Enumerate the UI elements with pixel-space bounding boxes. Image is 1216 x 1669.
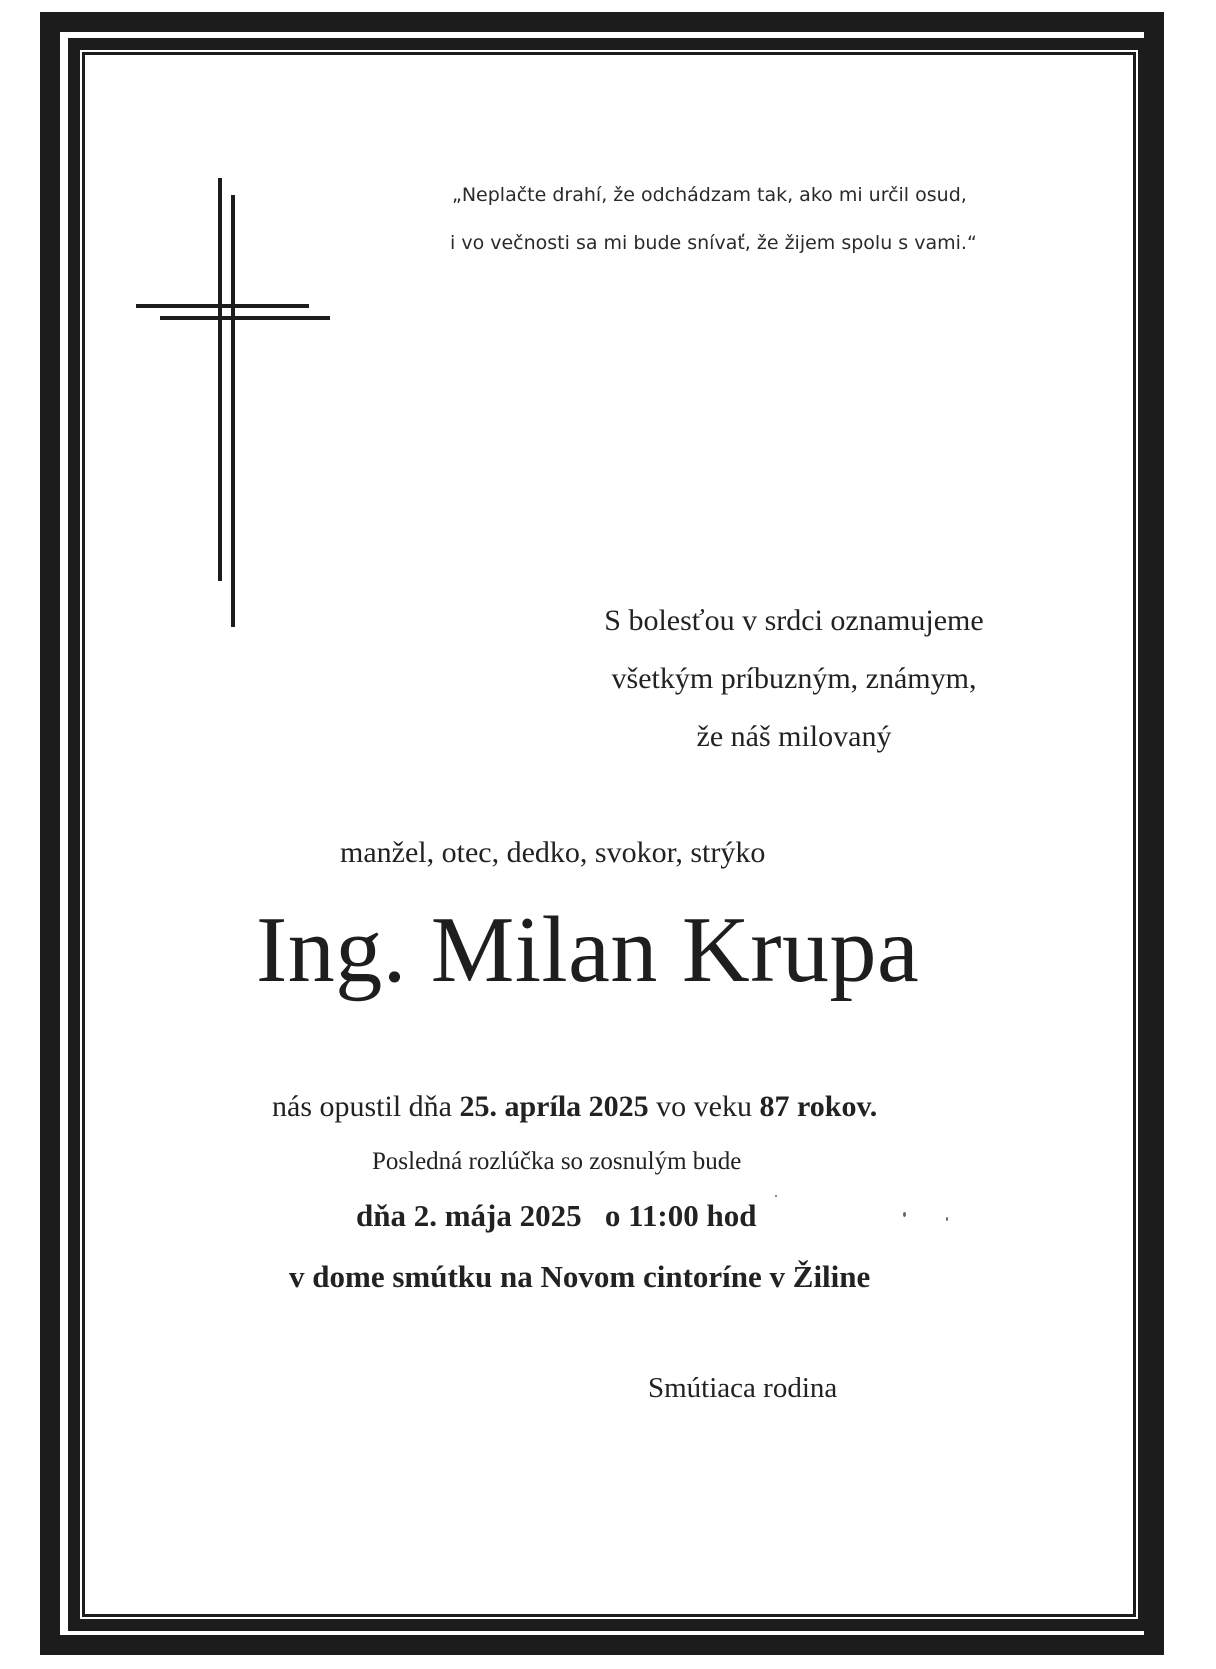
farewell-time: o 11:00 hod [604, 1198, 757, 1233]
scan-speck [946, 1217, 948, 1221]
passing-age: 87 rokov. [759, 1090, 878, 1123]
farewell-place: v dome smútku na Novom cintoríne v Žiline [289, 1259, 871, 1294]
motto-line-1: „Neplačte drahí, že odchádzam tak, ako mi určil osud, [452, 184, 967, 206]
motto-line-2: i vo večnosti sa mi bude snívať, že žijem spolu s vami.“ [450, 232, 977, 254]
passing-date: 25. apríla 2025 [459, 1090, 649, 1123]
signature: Smútiaca rodina [648, 1372, 838, 1404]
passing-middle: vo veku [656, 1090, 752, 1123]
scan-speck [775, 1195, 777, 1197]
announcement-line-3: že náš milovaný [696, 720, 892, 753]
passing-prefix: nás opustil dňa [272, 1090, 452, 1123]
deceased-name: Ing. Milan Krupa [256, 898, 920, 1002]
farewell-date: dňa 2. mája 2025 [356, 1198, 582, 1233]
announcement-line-2: všetkým príbuzným, známym, [611, 662, 977, 695]
farewell-intro: Posledná rozlúčka so zosnulým bude [372, 1148, 742, 1175]
announcement-line-1: S bolesťou v srdci oznamujeme [604, 604, 984, 637]
family-relations: manžel, otec, dedko, svokor, strýko [340, 836, 766, 869]
passing-line [272, 1090, 877, 1124]
scan-speck [903, 1212, 906, 1217]
farewell-datetime [356, 1198, 757, 1234]
